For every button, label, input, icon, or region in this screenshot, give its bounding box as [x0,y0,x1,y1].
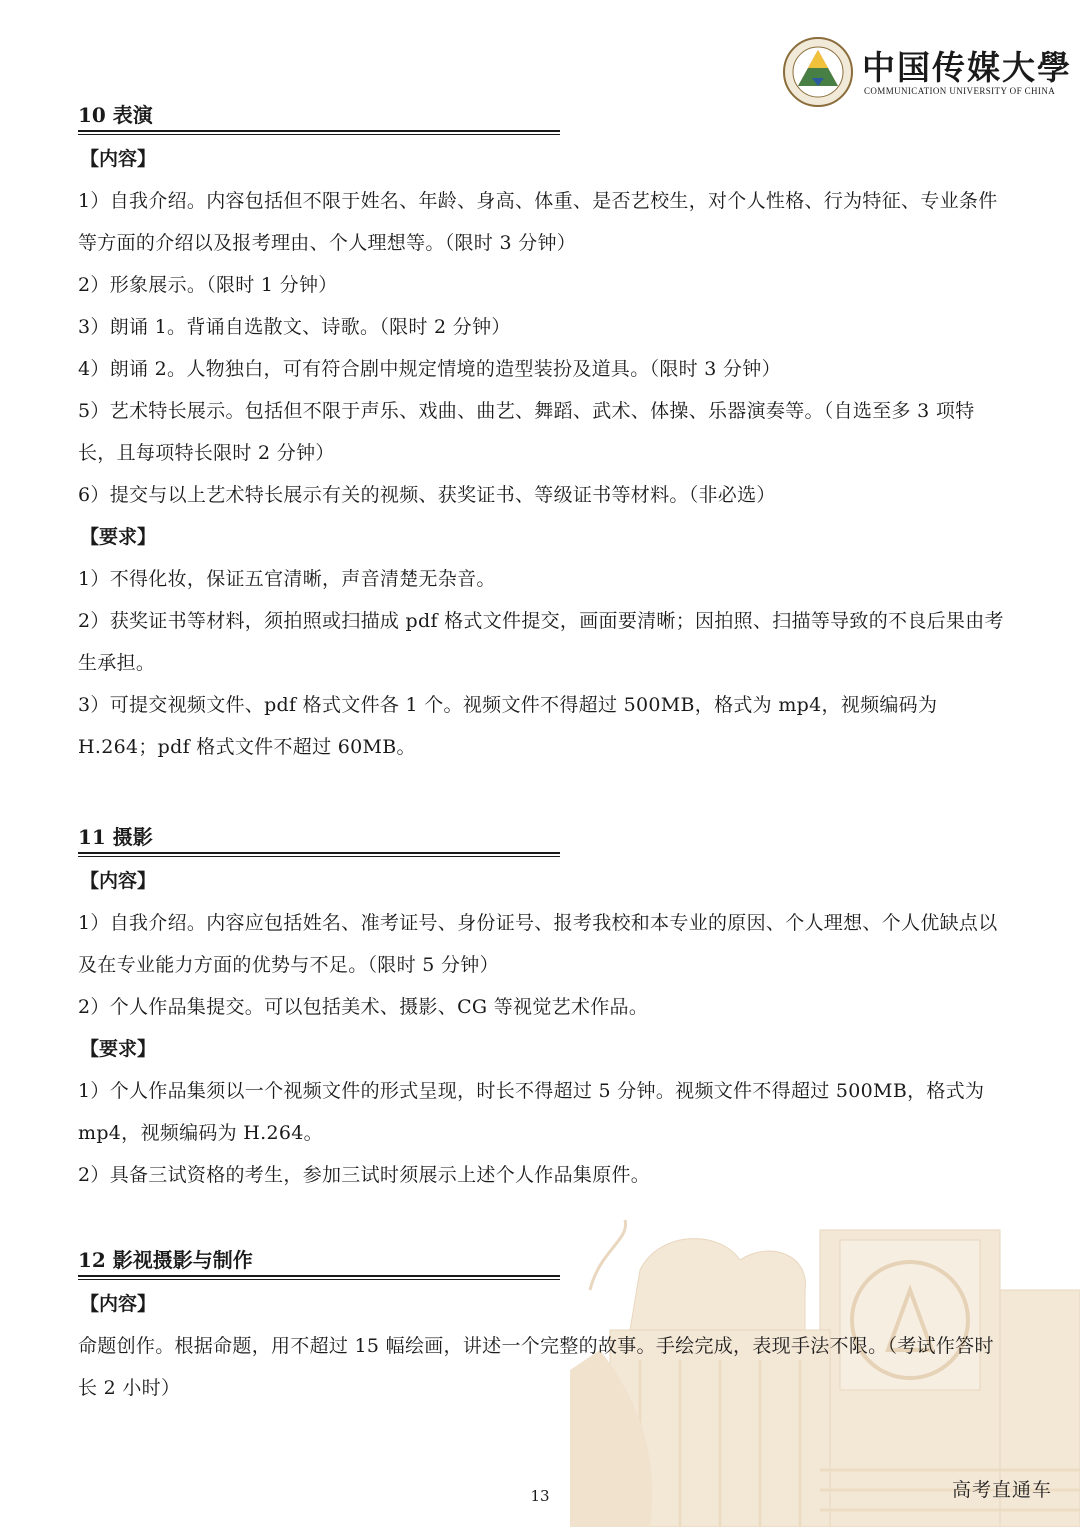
content-heading: 【内容】 [80,148,157,170]
requirements-heading: 【要求】 [80,526,157,548]
requirement-item: 2）具备三试资格的考生，参加三试时须展示上述个人作品集原件。 [78,1164,651,1186]
content-item: 6）提交与以上艺术特长展示有关的视频、获奖证书、等级证书等材料。（非必选） [78,484,776,506]
section-film-production [78,1245,1008,1409]
section-title: 11 摄影 [78,825,153,849]
requirement-item: 1）个人作品集须以一个视频文件的形式呈现，时长不得超过 5 分钟。视频文件不得超过 500MB，格式为 mp4，视频编码为 H.264。 [78,1080,985,1144]
page-number: 13 [530,1487,550,1505]
requirement-item: 2）获奖证书等材料，须拍照或扫描成 pdf 格式文件提交，画面要清晰；因拍照、扫描等导致的不良后果由考生承担。 [78,610,1004,674]
section-title: 12 影视摄影与制作 [78,1248,253,1272]
requirement-item: 1）不得化妆，保证五官清晰，声音清楚无杂音。 [78,568,496,590]
logo-chinese-name: 中国传媒大學 [862,48,1072,87]
watermark: 高考直通车 [951,1479,1052,1501]
content-item: 5）艺术特长展示。包括但不限于声乐、戏曲、曲艺、舞蹈、武术、体操、乐器演奏等。（自选至多 3 项特长，且每项特长限时 2 分钟） [78,400,975,464]
logo-english-name: COMMUNICATION UNIVERSITY OF CHINA [864,86,1056,96]
requirement-item: 3）可提交视频文件、pdf 格式文件各 1 个。视频文件不得超过 500MB，格式为 mp4，视频编码为 H.264；pdf 格式文件不超过 60MB。 [78,694,938,758]
content-item: 1）自我介绍。内容包括但不限于姓名、年龄、身高、体重、是否艺校生，对个人性格、行为特征、专业条件等方面的介绍以及报考理由、个人理想等。（限时 3 分钟） [78,190,998,254]
content-heading: 【内容】 [80,1293,157,1315]
requirements-heading: 【要求】 [80,1038,157,1060]
content-item: 2）形象展示。（限时 1 分钟） [78,274,338,296]
section-title: 10 表演 [78,103,153,127]
content-item: 4）朗诵 2。人物独白，可有符合剧中规定情境的造型装扮及道具。（限时 3 分钟） [78,358,781,380]
section-divider [78,1275,560,1281]
university-logo [782,36,1072,106]
section-photography [78,822,1008,1196]
section-divider [78,852,560,858]
section-performance [78,100,1008,768]
university-emblem [782,36,854,108]
content-item: 命题创作。根据命题，用不超过 15 幅绘画，讲述一个完整的故事。手绘完成，表现手法不限。（考试作答时长 2 小时） [78,1335,994,1399]
content-item: 3）朗诵 1。背诵自选散文、诗歌。（限时 2 分钟） [78,316,511,338]
content-heading: 【内容】 [80,870,157,892]
content-item: 2）个人作品集提交。可以包括美术、摄影、CG 等视觉艺术作品。 [78,996,649,1018]
section-divider [78,130,560,136]
content-item: 1）自我介绍。内容应包括姓名、准考证号、身份证号、报考我校和本专业的原因、个人理想、个人优缺点以及在专业能力方面的优势与不足。（限时 5 分钟） [78,912,998,976]
